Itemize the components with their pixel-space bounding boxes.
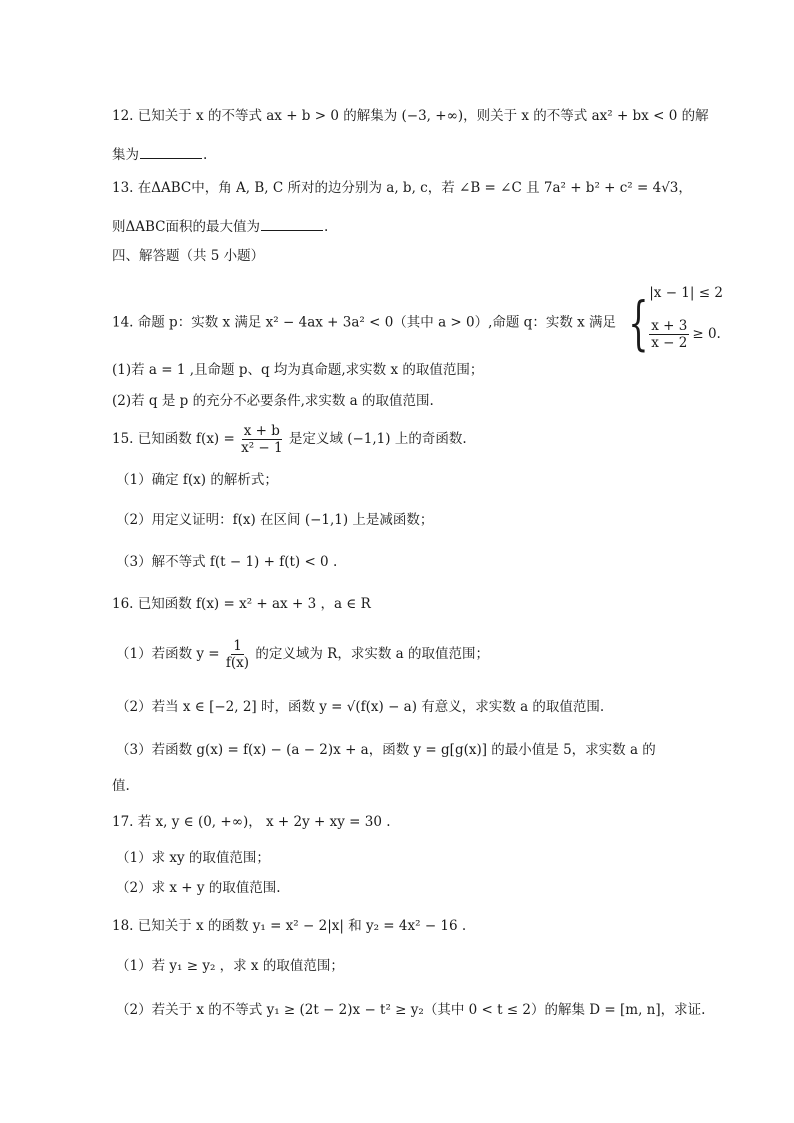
q18-part1: （1）若 y₁ ≥ y₂ ，求 x 的取值范围； [116, 958, 344, 974]
q12-line2 [112, 144, 694, 165]
q13-line2-suffix: . [324, 219, 329, 235]
q13-line2-prefix: 则ΔABC面积的最大值为 [112, 219, 260, 235]
q15-part3: （3）解不等式 f(t − 1) + f(t) < 0 . [116, 554, 338, 570]
q14-stem-line [112, 282, 723, 357]
section-heading: 四、解答题（共 5 小题） [112, 248, 265, 264]
q14-part2: (2)若 q 是 p 的充分不必要条件,求实数 a 的取值范围. [112, 393, 434, 409]
q15-frac-den: x² − 1 [241, 440, 283, 456]
q14-sys-end: . [716, 326, 721, 342]
q14-stem: 14. 命题 p：实数 x 满足 x² − 4ax + 3a² < 0（其中 a > 0）,命题 q：实数 x 满足 [112, 314, 617, 331]
q14-sys-num: x + 3 [651, 317, 688, 334]
q14-condition-system [620, 282, 723, 364]
q13-line1: 13. 在ΔABC中，角 A, B, C 所对的边分别为 a, b, c，若 ∠B = ∠C 且 7a² + b² + c² = 4√3， [112, 180, 692, 196]
q15-stem-suffix: 是定义域 (−1,1) 上的奇函数. [288, 431, 467, 447]
q16-part1-suffix: 的定义域为 R，求实数 a 的取值范围； [255, 646, 489, 662]
q14-sys-rel: ≥ 0 [692, 326, 717, 342]
q14-sys-fraction [649, 318, 689, 351]
q16-stem: 16. 已知函数 f(x) = x² + ax + 3 ，a ∈ R [112, 596, 371, 612]
q14-part1: (1)若 a = 1 ,且命题 p、q 均为真命题,求实数 x 的取值范围； [112, 362, 484, 378]
q15-frac-num: x + b [243, 423, 280, 439]
q17-stem: 17. 若 x, y ∈ (0, +∞)， x + 2y + xy = 30 . [112, 814, 391, 830]
q12-answer-blank [140, 144, 202, 159]
q12-line1: 12. 已知关于 x 的不等式 ax + b > 0 的解集为 (−3, +∞)，则关于 x 的不等式 ax² + bx < 0 的解 [112, 108, 709, 124]
q16-part1-prefix: （1）若函数 y = [116, 646, 220, 662]
q14-sys-line1: |x − 1| ≤ 2 [649, 285, 723, 301]
q15-part2: （2）用定义证明：f(x) 在区间 (−1,1) 上是减函数； [116, 512, 434, 528]
q16-part1-fraction [224, 638, 251, 671]
q18-stem: 18. 已知关于 x 的函数 y₁ = x² − 2|x| 和 y₂ = 4x² − 16 . [112, 918, 467, 934]
q15-part1: （1）确定 f(x) 的解析式； [116, 472, 278, 488]
q16-part2: （2）若当 x ∈ [−2, 2] 时，函数 y = √(f(x) − a) 有意义，求实数 a 的取值范围. [116, 699, 605, 715]
q12-line2-prefix: 集为 [112, 147, 139, 163]
q17-part2: （2）求 x + y 的取值范围. [116, 880, 281, 896]
q12-line2-suffix: . [203, 147, 208, 163]
q17-part1: （1）求 xy 的取值范围； [116, 850, 270, 866]
left-brace-icon: { [628, 289, 649, 357]
q13-line2 [112, 216, 694, 237]
q13-answer-blank [261, 216, 323, 231]
q16-part3-line1: （3）若函数 g(x) = f(x) − (a − 2)x + a，函数 y = g[g(x)] 的最小值是 5，求实数 a 的 [116, 742, 656, 758]
q16-part1-num: 1 [233, 638, 242, 654]
q18-part2: （2）若关于 x 的不等式 y₁ ≥ (2t − 2)x − t² ≥ y₂（其中 0 < t ≤ 2）的解集 D = [m, n]，求证. [116, 1002, 706, 1018]
q14-sys-den: x − 2 [651, 334, 688, 351]
q15-stem-prefix: 15. 已知函数 f(x) = [112, 431, 235, 447]
q15-stem-line [112, 420, 694, 458]
q16-part1-line [116, 632, 694, 676]
q16-part3-line2: 值. [112, 778, 130, 794]
q16-part1-den: f(x) [225, 655, 250, 671]
q15-fraction [239, 423, 285, 456]
